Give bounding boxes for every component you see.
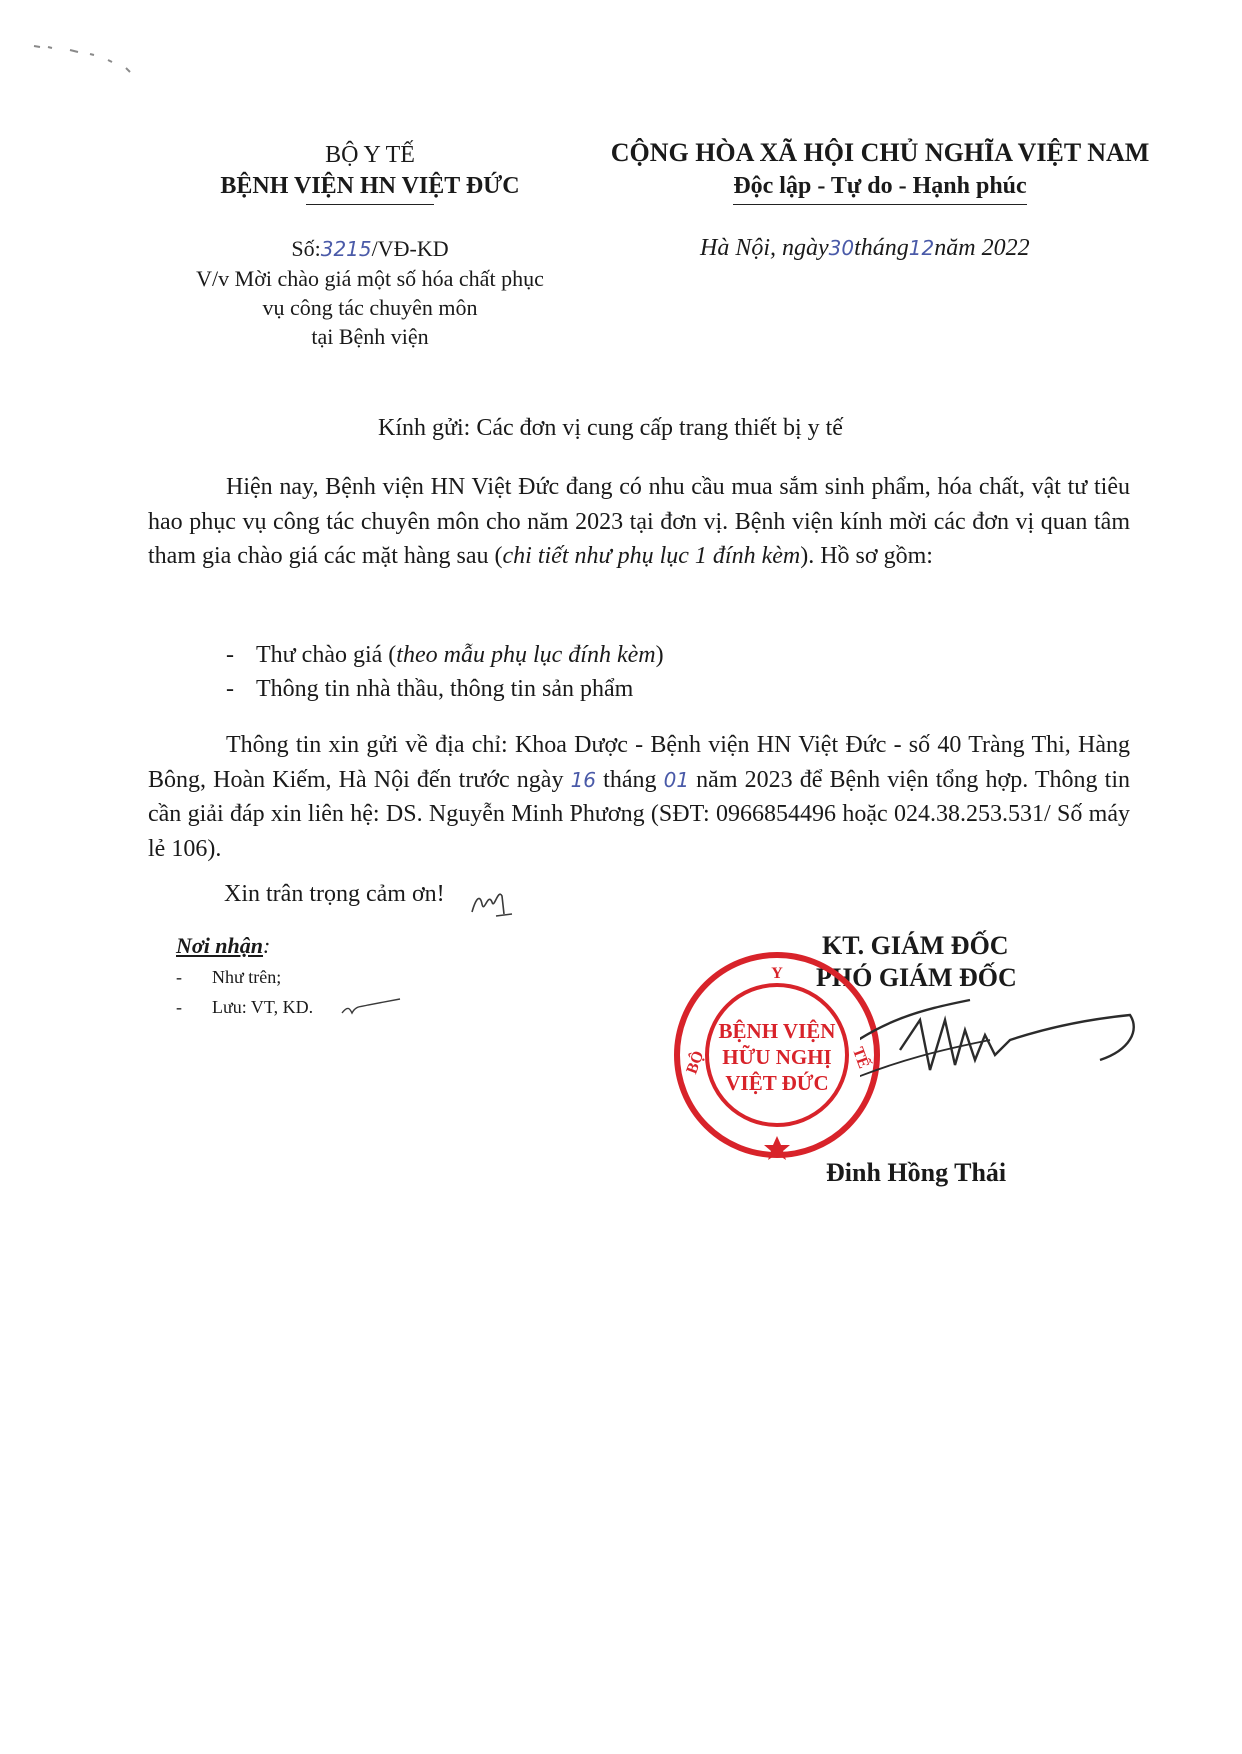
bullet-1-italic: theo mẫu phụ lục đính kèm xyxy=(396,642,656,668)
date-month-label: tháng xyxy=(854,235,909,261)
body-paragraph-2 xyxy=(148,728,1130,866)
subject-line-1: V/v Mời chào giá một số hóa chất phục xyxy=(196,266,544,291)
header-rule xyxy=(306,204,434,205)
handwritten-number: 3215 xyxy=(320,237,372,261)
signature-title-1: KT. GIÁM ĐỐC xyxy=(822,931,1009,960)
deadline-day: 16 xyxy=(570,767,597,792)
stamp-ring-left: BỘ xyxy=(683,1048,708,1077)
list-item xyxy=(176,965,281,989)
nation-title: CỘNG HÒA XÃ HỘI CHỦ NGHĨA VIỆT NAM xyxy=(610,138,1150,167)
bullet-1-text: Thư chào giá ( xyxy=(256,642,397,668)
list-item: - Thông tin nhà thầu, thông tin sản phẩm xyxy=(226,676,634,702)
number-prefix: Số: xyxy=(291,236,321,261)
scan-marks xyxy=(30,38,140,78)
stamp-line-3: VIỆT ĐỨC xyxy=(725,1071,829,1095)
receivers-colon: : xyxy=(263,933,271,958)
handwritten-signature xyxy=(860,990,1140,1100)
subject-line-3: tại Bệnh viện xyxy=(311,324,429,349)
receivers-title: Nơi nhận xyxy=(176,933,264,958)
date-month: 12 xyxy=(908,236,935,260)
official-stamp xyxy=(672,950,882,1160)
p2-month-label: tháng xyxy=(596,766,664,793)
motto: Độc lập - Tự do - Hạnh phúc xyxy=(733,170,1026,205)
closing-thanks: Xin trân trọng cảm ơn! xyxy=(224,881,445,907)
p1-text: Hiện nay, Bệnh viện HN Việt Đức đang có nhu cầu mua sắm sinh phẩm, hóa chất, vật tư tiêu hao phục vụ công tác chuyên môn cho năm 2023 tại đơn vị. Bệnh viện kính mời các đơn vị quan tâm tham gia chào giá các mặt hàng sau ( xyxy=(148,474,1130,569)
p2-text-end: năm 2023 để Bệnh viện tổng hợp. Thông tin cần giải đáp xin liên hệ: DS. Nguyễn Minh Phương (SĐT: 0966854496 hoặc 024.38.253.531/ Số máy lẻ 106). xyxy=(148,766,1130,862)
hospital-name: BỆNH VIỆN HN VIỆT ĐỨC xyxy=(220,173,520,199)
ministry-name: BỘ Y TẾ xyxy=(325,142,415,168)
stamp-line-1: BỆNH VIỆN xyxy=(718,1019,836,1043)
stamp-ring-right: TẾ xyxy=(848,1044,873,1071)
receivers-heading xyxy=(176,933,270,959)
list-item xyxy=(176,995,313,1019)
body-paragraph-1 xyxy=(148,470,1130,574)
signer-name: Đinh Hồng Thái xyxy=(826,1158,1007,1187)
bullet-1-end: ) xyxy=(655,642,664,668)
receiver-2: Lưu: VT, KD. xyxy=(212,997,314,1017)
number-suffix: /VĐ-KD xyxy=(371,236,449,261)
agency-header xyxy=(150,140,590,205)
date-day: 30 xyxy=(828,236,855,260)
bullet-2-text: Thông tin nhà thầu, thông tin sản phẩm xyxy=(256,676,634,702)
handwritten-initials xyxy=(468,884,528,920)
p1-italic: chi tiết như phụ lục 1 đính kèm xyxy=(502,543,801,569)
document-reference xyxy=(150,234,590,351)
signature-title-2: PHÓ GIÁM ĐỐC xyxy=(816,963,1017,992)
receiver-dash: - xyxy=(176,967,182,987)
handwritten-mark xyxy=(340,995,402,1017)
date-year: năm 2022 xyxy=(934,235,1030,261)
recipient-line: Kính gửi: Các đơn vị cung cấp trang thiết bị y tế xyxy=(378,415,843,441)
list-item: - Thư chào giá (theo mẫu phụ lục đính kèm) xyxy=(226,642,664,668)
date-prefix: Hà Nội, ngày xyxy=(700,235,829,261)
p2-text: Thông tin xin gửi về địa chỉ: Khoa Dược - Bệnh viện HN Việt Đức - số 40 Tràng Thi, Hàng Bông, Hoàn Kiếm, Hà Nội đến trước ngày xyxy=(148,732,1130,793)
stamp-ring-top: Y xyxy=(771,965,783,982)
document-number xyxy=(150,234,590,264)
subject-line-2: vụ công tác chuyên môn xyxy=(262,295,478,320)
stamp-line-2: HỮU NGHỊ xyxy=(722,1045,832,1069)
document-date xyxy=(700,234,1180,263)
p1-text-end: ). Hồ sơ gồm: xyxy=(800,543,933,569)
receiver-1: Như trên; xyxy=(212,967,282,987)
national-header xyxy=(590,136,1170,205)
deadline-month: 01 xyxy=(663,767,690,792)
receiver-dash: - xyxy=(176,997,182,1017)
